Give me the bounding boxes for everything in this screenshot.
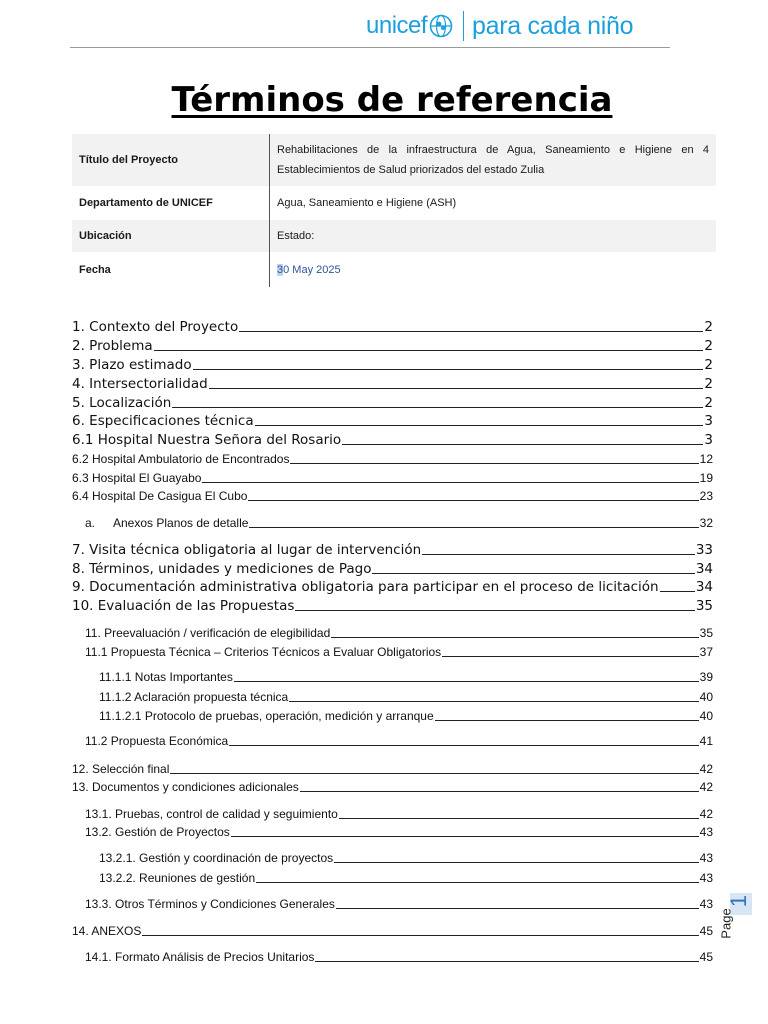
document-title: Términos de referencia bbox=[171, 80, 613, 120]
info-value: Agua, Saneamiento e Higiene (ASH) bbox=[277, 197, 457, 209]
info-row-date bbox=[72, 252, 716, 287]
annex-marker: a. bbox=[85, 516, 96, 530]
unicef-wordmark: unicef bbox=[366, 12, 428, 39]
toc-entry[interactable]: 7. Visita técnica obligatoria al lugar de intervención 33 bbox=[72, 542, 713, 558]
toc-entry[interactable]: 6.4 Hospital De Casigua El Cubo 23 bbox=[72, 489, 713, 503]
toc-entry[interactable]: 13.2. Gestión de Proyectos 43 bbox=[85, 825, 713, 839]
toc-entry[interactable]: 2. Problema 2 bbox=[72, 338, 713, 354]
toc-entry[interactable]: 14.1. Formato Análisis de Precios Unitarios 45 bbox=[85, 950, 713, 964]
toc-entry[interactable]: 3. Plazo estimado 2 bbox=[72, 357, 713, 373]
toc-entry[interactable]: 12. Selección final 42 bbox=[72, 762, 713, 776]
page-number: 1 bbox=[726, 894, 752, 908]
header-rule bbox=[70, 47, 670, 48]
toc-entry[interactable]: 13.3. Otros Términos y Condiciones Generales 43 bbox=[85, 897, 713, 911]
toc-entry[interactable]: 11.1 Propuesta Técnica – Criterios Técnicos a Evaluar Obligatorios 37 bbox=[85, 645, 713, 659]
toc-entry[interactable]: 6.1 Hospital Nuestra Señora del Rosario 3 bbox=[72, 432, 713, 448]
toc-entry[interactable]: 11. Preevaluación / verificación de elegibilidad 35 bbox=[85, 626, 713, 640]
toc-entry[interactable]: 1. Contexto del Proyecto 2 bbox=[72, 319, 713, 335]
info-value: Rehabilitaciones de la infraestructura de Agua, Saneamiento e Higiene en 4 Establecimientos de Salud priorizados del estado Zulia bbox=[270, 134, 717, 186]
toc-entry[interactable]: 9. Documentación administrativa obligatoria para participar en el proceso de licitación 34 bbox=[72, 579, 713, 595]
toc-entry[interactable]: 6.3 Hospital El Guayabo 19 bbox=[72, 471, 713, 485]
info-label: Ubicación bbox=[72, 220, 270, 252]
info-row-department bbox=[72, 186, 716, 220]
info-row-location bbox=[72, 220, 716, 252]
project-info-table bbox=[72, 134, 716, 287]
page-label: Page bbox=[718, 908, 734, 939]
toc-entry[interactable]: 11.1.2 Aclaración propuesta técnica 40 bbox=[99, 690, 713, 704]
unicef-globe-icon bbox=[429, 14, 453, 38]
info-label: Fecha bbox=[72, 252, 270, 287]
brand-tagline: para cada niño bbox=[472, 11, 634, 40]
toc-entry[interactable]: 13.1. Pruebas, control de calidad y seguimiento 42 bbox=[85, 807, 713, 821]
info-label: Departamento de UNICEF bbox=[72, 186, 270, 220]
brand-divider bbox=[463, 11, 464, 41]
toc-entry[interactable]: 14. ANEXOS 45 bbox=[72, 924, 713, 938]
toc-entry[interactable]: 10. Evaluación de las Propuestas 35 bbox=[72, 598, 713, 614]
toc-entry[interactable]: 8. Términos, unidades y mediciones de Pago 34 bbox=[72, 561, 713, 577]
toc-entry[interactable]: 5. Localización 2 bbox=[72, 395, 713, 411]
date-selection: 3 bbox=[277, 263, 284, 276]
header-logo bbox=[366, 6, 676, 46]
info-label: Título del Proyecto bbox=[72, 134, 270, 186]
date-field[interactable] bbox=[270, 252, 717, 287]
toc-entry[interactable]: 4. Intersectorialidad 2 bbox=[72, 376, 713, 392]
toc-entry[interactable]: 11.1.1 Notas Importantes 39 bbox=[99, 670, 713, 684]
toc-entry[interactable]: 13. Documentos y condiciones adicionales 42 bbox=[72, 780, 713, 794]
info-row-title bbox=[72, 134, 716, 186]
toc-entry[interactable]: 13.2.2. Reuniones de gestión 43 bbox=[99, 871, 713, 885]
toc-entry[interactable]: 13.2.1. Gestión y coordinación de proyectos 43 bbox=[99, 851, 713, 865]
toc-entry[interactable]: 11.2 Propuesta Económica 41 bbox=[85, 734, 713, 748]
toc-entry[interactable]: 6. Especificaciones técnica 3 bbox=[72, 413, 713, 429]
date-value: 0 May 2025 bbox=[283, 263, 341, 276]
page-indicator bbox=[718, 894, 754, 958]
info-value[interactable]: Estado: bbox=[270, 220, 717, 252]
toc-entry[interactable]: 6.2 Hospital Ambulatorio de Encontrados 12 bbox=[72, 452, 713, 466]
toc-entry[interactable]: a. Anexos Planos de detalle 32 bbox=[85, 516, 713, 530]
toc-entry[interactable]: 11.1.2.1 Protocolo de pruebas, operación, medición y arranque 40 bbox=[99, 709, 713, 723]
